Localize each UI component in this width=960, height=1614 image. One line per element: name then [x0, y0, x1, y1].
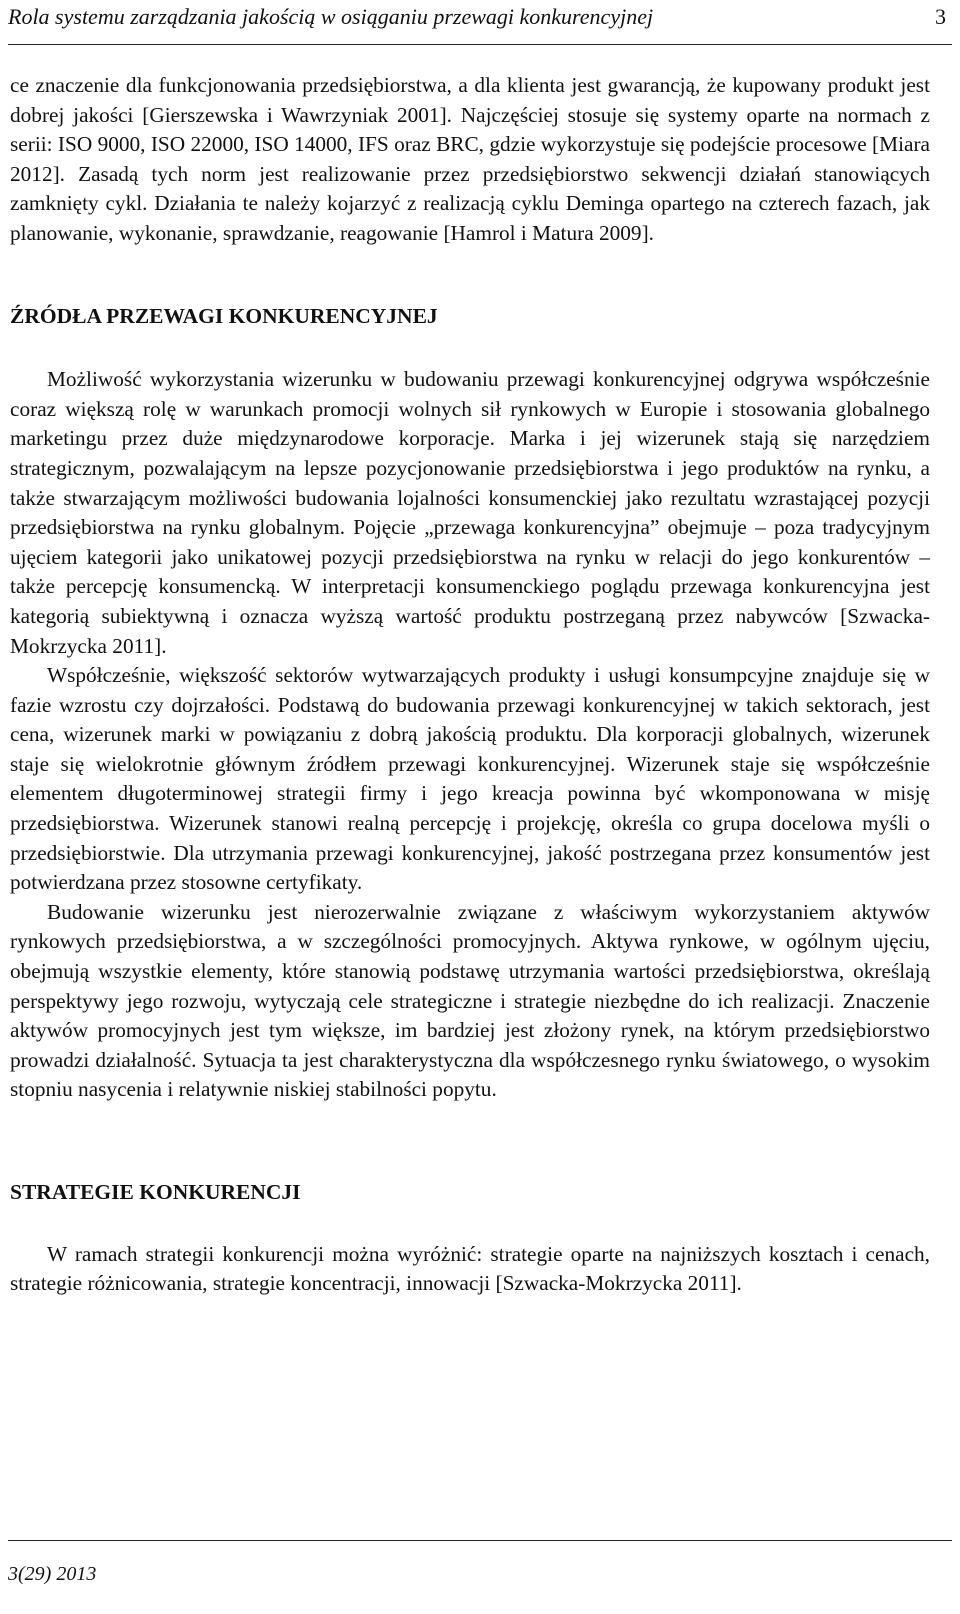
- paragraph: Możliwość wykorzystania wizerunku w budowaniu przewagi konkurencyjnej odgrywa współcześnie coraz większą rolę w warunkach promocji wolnych sił rynkowych w Europie i stosowania globalnego marketingu przez duże międzynarodowe korporacje. Marka i jej wizerunek stają się narzędziem strategicznym, pozwalającym na lepsze pozycjonowanie przedsiębiorstwa i jego produktów na rynku, a także stwarzającym możliwości budowania lojalności konsumenckiej jako rezultatu wzrastającej pozycji przedsiębiorstwa na rynku globalnym. Pojęcie „przewaga konkurencyjna” obejmuje – poza tradycyjnym ujęciem kategorii jako unikatowej pozycji przedsiębiorstwa na rynku w relacji do jego konkurentów – także percepcję konsumencką. W interpretacji konsumenckiego poglądu przewaga konkurencyjna jest kategorią subiektywną i oznacza wyższą wartość produktu postrzeganą przez nabywców [Szwacka-Mokrzycka 2011].: [10, 367, 930, 658]
- spacer: [10, 1105, 930, 1178]
- section-heading-strategies: STRATEGIE KONKURENCJI: [10, 1180, 301, 1204]
- spacer: [10, 331, 930, 365]
- paragraph: W ramach strategii konkurencji można wyróżnić: strategie oparte na najniższych kosztach i cenach, strategie różnicowania, strategie koncentracji, innowacji [Szwacka-Mokrzycka 2011].: [10, 1241, 930, 1296]
- intro-paragraph: ce znaczenie dla funkcjonowania przedsiębiorstwa, a dla klienta jest gwarancją, że kupowany produkt jest dobrej jakości [Gierszewska i Wawrzyniak 2001]. Najczęściej stosuje się systemy oparte na normach z serii: ISO 9000, ISO 22000, ISO 14000, IFS oraz BRC, gdzie wykorzystuje się podejście procesowe [Miara 2012]. Zasadą tych norm jest realizowanie przez przedsiębiorstwo sekwencji działań stanowiących zamknięty cykl. Działania te należy kojarzyć z realizacją cyklu Deminga opartego na czterech fazach, jak planowanie, wykonanie, sprawdzanie, reagowanie [Hamrol i Matura 2009].: [10, 73, 930, 245]
- running-title: Rola systemu zarządzania jakością w osiąganiu przewagi konkurencyjnej: [8, 4, 654, 29]
- paragraph: Współcześnie, większość sektorów wytwarzających produkty i usługi konsumpcyjne znajduje się w fazie wzrostu czy dojrzałości. Podstawą do budowania przewagi konkurencyjnej w takich sektorach, jest cena, wizerunek marki w powiązaniu z dobrą jakością produktu. Dla korporacji globalnych, wizerunek staje się wielokrotnie głównym źródłem przewagi konkurencyjnej. Wizerunek staje się współcześnie elementem długoterminowej strategii firmy i jego kreacja powinna być wkomponowana w misję przedsiębiorstwa. Wizerunek stanowi realną percepcję i projekcję, określa co grupa docelowa myśli o przedsiębiorstwie. Dla utrzymania przewagi konkurencyjnej, jakość postrzegana przez konsumentów jest potwierdzana przez stosowne certyfikaty.: [10, 663, 930, 895]
- issue-number: 3(29) 2013: [8, 1563, 97, 1585]
- page-footer: [8, 1540, 952, 1585]
- running-header: [8, 0, 952, 45]
- article-body: [10, 71, 930, 1299]
- paragraph: Budowanie wizerunku jest nierozerwalnie związane z właściwym wykorzystaniem aktywów rynkowych przedsiębiorstwa, a w szczególności promocyjnych. Aktywa rynkowe, w ogólnym ujęciu, obejmują wszystkie elementy, które stanowią podstawę utrzymania wartości przedsiębiorstwa, określają perspektywy jego rozwoju, wytyczają cele strategiczne i strategie niezbędne do ich realizacji. Znaczenie aktywów promocyjnych jest tym większe, im bardziej jest złożony rynek, na którym przedsiębiorstwo prowadzi działalność. Sytuacja ta jest charakterystyczna dla współczesnego rynku światowego, o wysokim stopniu nasycenia i relatywnie niskiej stabilności popytu.: [10, 899, 930, 1102]
- spacer: [10, 1208, 930, 1240]
- page-number: 3: [935, 4, 946, 29]
- spacer: [10, 249, 930, 302]
- section-heading-sources: ŹRÓDŁA PRZEWAGI KONKURENCYJNEJ: [10, 303, 438, 328]
